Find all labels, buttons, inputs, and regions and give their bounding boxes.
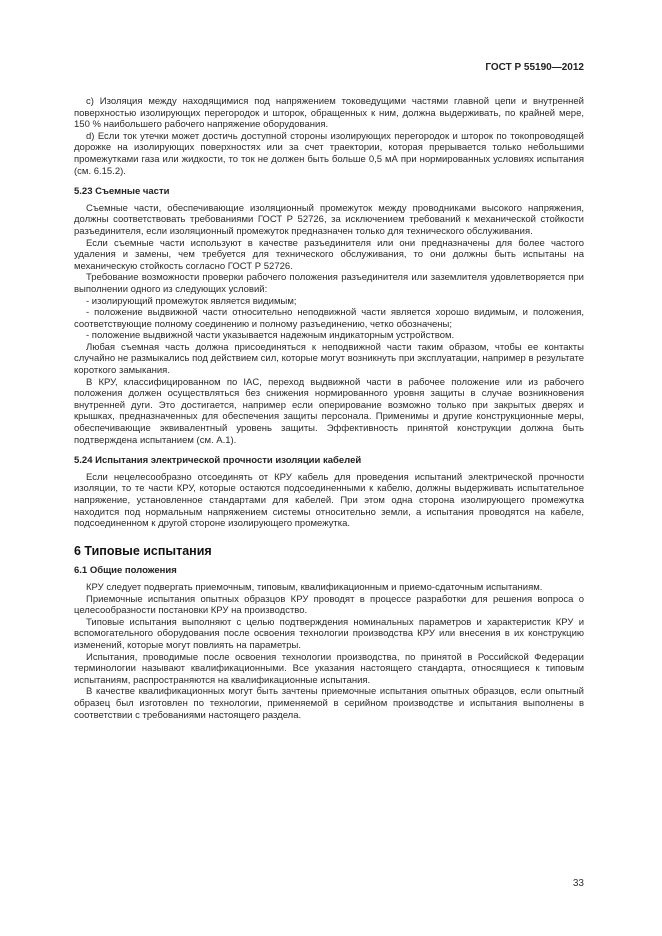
section-6-1-title: 6.1 Общие положения — [74, 565, 177, 577]
paragraph: Испытания, проводимые после освоения технологии производства, по принятой в Российской Федерации терминологии называют квалификационными. Все указания настоящего стандарта, относящиеся к типовым испытаниям, распространяются на квалификационные испытания. — [74, 651, 584, 686]
list-item: - изолирующий промежуток является видимым; — [86, 295, 297, 307]
paragraph-d: d) Если ток утечки может достичь доступной стороны изолирующих перегородок и шторок по токопроводящей дорожке на изолирующих поверхностях или за счет траектории, которая прерывается только небольшими промежутками газа или жидкости, то ток не должен быть больше 0,5 мА при нормированных условиях испытания (см. 6.15.2). — [74, 130, 584, 177]
paragraph: В КРУ, классифицированном по IAC, переход выдвижной части в рабочее положение или из рабочего положения должен осуществляться без снижения нормированного уровня защиты в случае возникновения внутренней дуги. Это достигается, например если оперирование возможно только при закрытых дверях и крышках, предназначенных для обеспечения защиты персонала. Применимы и другие конструкционные меры, обеспечивающие эквивалентный уровень защиты. Эффективность принятой конструкции должна быть подтверждена испытанием (см. А.1). — [74, 376, 584, 446]
page-content — [74, 96, 584, 721]
paragraph: Приемочные испытания опытных образцов КРУ проводят в процессе разработки для решения вопроса о целесообразности постановки КРУ на производство. — [74, 593, 584, 617]
paragraph: Требование возможности проверки рабочего положения разъединителя или заземлителя удовлетворяется при выполнении одного из следующих условий: — [74, 272, 584, 295]
section-5-23-title: 5.23 Съемные части — [74, 186, 170, 198]
list-item: - положение выдвижной части относительно неподвижной части является хорошо видимым, и положения, соответствующие полному соединению и полному разъединению, четко обозначены; — [74, 307, 584, 330]
paragraph: Съемные части, обеспечивающие изоляционный промежуток между проводниками высокого напряжения, должны соответствовать требованиями ГОСТ Р 52726, за исключением требований к механической стойкости разъединителя, если изоляционный промежуток предназначен только для технического обслуживания. — [74, 202, 584, 237]
paragraph-c: c) Изоляция между находящимися под напряжением токоведущими частями главной цепи и внутренней поверхностью изолирующих перегородок и шторок, обращенных к ним, должна выдерживать, по крайней мере, 150 % наибольшего рабочего напряжение оборудования. — [74, 96, 584, 131]
paragraph: В качестве квалификационных могут быть зачтены приемочные испытания опытных образцов, если опытный образец был изготовлен по технологии, применяемой в серийном производстве и испытания выполнены в соответствии с требованиями настоящего раздела. — [74, 686, 584, 721]
paragraph: КРУ следует подвергать приемочным, типовым, квалификационным и приемо-сдаточным испытаниям. — [86, 581, 543, 593]
section-5-24-title: 5.24 Испытания электрической прочности изоляции кабелей — [74, 455, 362, 467]
page-number: 33 — [572, 878, 584, 889]
paragraph: Если нецелесообразно отсоединять от КРУ кабель для проведения испытаний электрической прочности изоляции, то те части КРУ, которые остаются подсоединенными к кабелю, должны выдерживать испытательное напряжение, установленное стандартами для кабелей. При этом одна сторона изолирующего промежутка находится под нормальным напряжением системы относительно земли, а испытания проводятся на кабеле, подсоединенном к другой стороне изолирующего промежутка. — [74, 471, 584, 530]
standard-header: ГОСТ Р 55190—2012 — [485, 62, 584, 73]
paragraph: Любая съемная часть должна присоединяться к неподвижной части таким образом, чтобы ее контакты случайно не размыкались под действием сил, которые могут возникнуть при эксплуатации, например в результате короткого замыкания. — [74, 341, 584, 377]
paragraph: Типовые испытания выполняют с целью подтверждения номинальных параметров и характеристик КРУ и вспомогательного оборудования после освоения технологии производства КРУ или внесения в их конструкцию изменений, которые могут повлиять на параметры. — [74, 616, 584, 651]
section-6-title: 6 Типовые испытания — [74, 543, 212, 558]
paragraph: Если съемные части используют в качестве разъединителя или они предназначены для более частого удаления и замены, чем требуется для технического обслуживания, то они должны быть испытаны на механическую стойкость согласно ГОСТ Р 52726. — [74, 237, 584, 272]
list-item: - положение выдвижной части указывается надежным индикаторным устройством. — [86, 330, 455, 342]
